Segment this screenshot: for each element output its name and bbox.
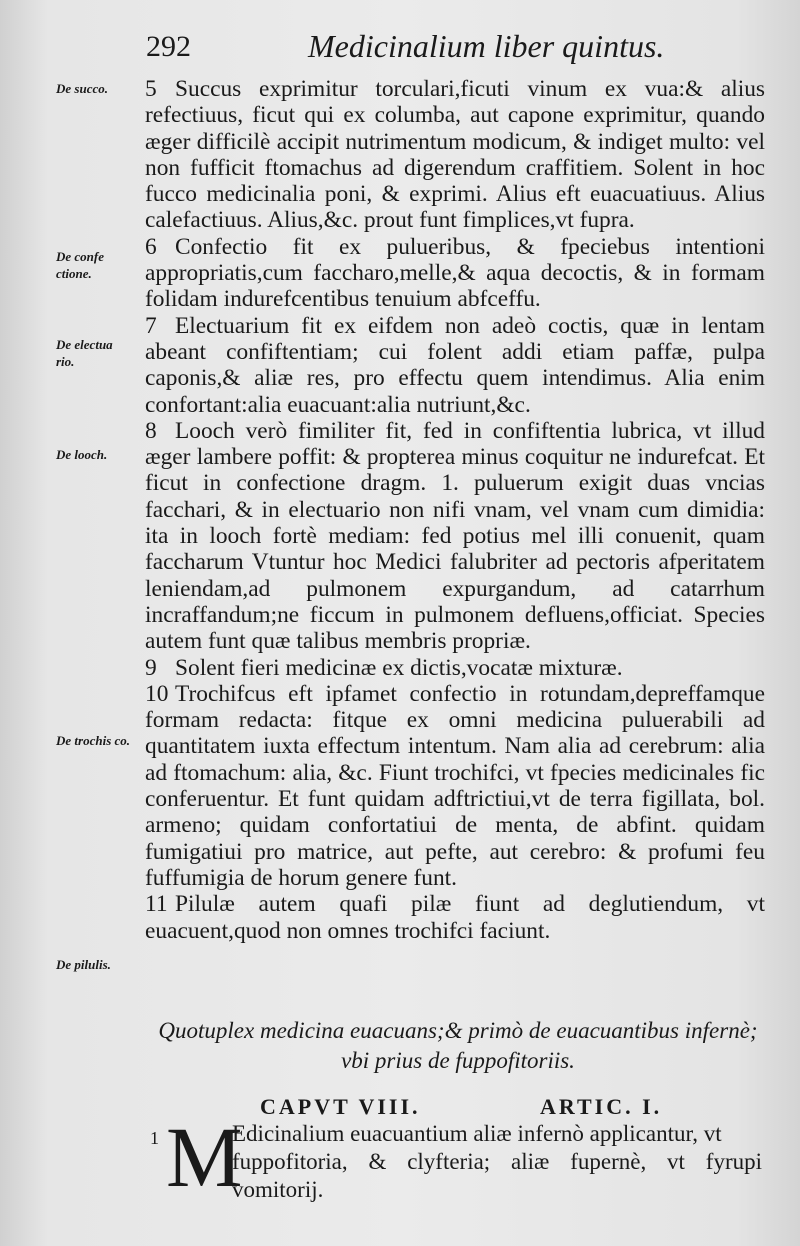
section-heading: Quotuplex medicina euacuans;& primò de euacuantibus infernè; vbi prius de fuppofitoriis. (158, 1018, 758, 1073)
paragraph-text: Confectio fit ex pulueribus, & fpeciebus intentioni appropriatis,cum faccharo,melle,& aqua decoctis, & in formam folidam indurefcentibus tenuium abfceffu. (145, 233, 765, 313)
paragraph-9 (145, 655, 765, 681)
paragraph-number: 8 (145, 417, 157, 444)
page-header (140, 24, 780, 68)
page-number: 292 (146, 30, 191, 63)
paragraph-11 (145, 891, 765, 944)
paragraph-5 (145, 76, 765, 234)
drop-cap: M (166, 1109, 243, 1205)
paragraph-text: Trochifcus eft ipfamet confectio in rotundam,depreffamque formam redacta: fitque ex omni medicina puluerabili ad quantitatem iuxta effectum intentum. Nam alia ad cerebrum: alia ad ftomachum: alia, &c. Fiunt trochifci, vt fpecies medicinales fic conferuentur. Et funt quidam adftrictiui,vt de terra figillata, bol. armeno; quidam confortatiui de menta, de abfint. quidam fumigatiui pro matrice, aut pefte, aut cerebro: & profumi feu fuffumigia de horum genere funt. (145, 680, 765, 891)
paragraph-number: 5 (145, 76, 157, 102)
paragraph-6 (145, 234, 765, 313)
chapter-articulus: ARTIC. I. (540, 1094, 663, 1119)
paragraph-7 (145, 313, 765, 418)
paragraph-10 (145, 681, 765, 891)
final-line-2: fuppofitoria, & clyfteria; aliæ fupernè, vt fyrupi vomitorij. (232, 1149, 762, 1202)
paragraph-text: Looch verò fimiliter fit, fed in confiftentia lubrica, vt illud æger lambere poffit: & propterea minus coquitur ne indurefcat. Et ficut in confectione dragm. 1. puluerum exigit duas vncias facchari, & in electuario non nifi vnam, vel vnam cum dimidia: ita in looch fortè mediam: fed potius mel illi conuenit, quam faccharum Vtuntur hoc Medici falubriter ad pectoris afperitatem leniendam,ad pulmonem expurgandum, ad catarrhum incraffandum;ne ficcum in pulmonem defluens,officiat. Species autem funt quæ talibus membris propriæ. (145, 417, 765, 655)
paragraph-text: Succus exprimitur torculari,ficuti vinum ex vua:& alius refectiuus, ficut qui ex columba, aut capone exprimitur, quando æger difficilè accipit nutrimentum modicum, & indiget multo: vel non fufficit ftomachus ad digerendum craffitiem. Solent in hoc fucco medicinalia poni, & exprimi. Alius eft euacuatiuus. Alius calefactiuus. Alius,&c. prout funt fimplices,vt fupra. (145, 76, 765, 234)
margin-note-succo: De succo. (56, 81, 108, 96)
paragraph-number: 7 (145, 312, 157, 339)
paragraph-number: 6 (145, 233, 157, 260)
final-line-1: Edicinalium euacuantium aliæ infernò applicantur, vt (232, 1121, 722, 1146)
paragraph-number: 9 (145, 654, 157, 681)
paragraph-8 (145, 418, 765, 655)
paragraph-text: Solent fieri medicinæ ex dictis,vocatæ mixturæ. (175, 654, 623, 681)
paragraph-number: 10 (145, 680, 169, 707)
body-text (145, 76, 765, 944)
paragraph-text: Electuarium fit ex eifdem non adeò coctis, quæ in lentam abeant confiftentiam; cui folent addi etiam paffæ, pulpa caponis,& aliæ res, pro effectu quem intendimus. Alia enim confortant:alia euacuant:alia nutriunt,&c. (145, 312, 765, 418)
margin-note-electuario: De electua rio. (56, 337, 113, 369)
paragraph-number: 11 (145, 891, 168, 918)
running-title: Medicinalium liber quintus. (308, 28, 665, 64)
margin-note-trochisco: De trochis co. (56, 733, 131, 748)
final-paragraph-text (232, 1120, 762, 1204)
final-paragraph (150, 1109, 765, 1205)
margin-note-pilulis: De pilulis. (56, 957, 111, 972)
margin-note-looch: De looch. (56, 447, 108, 462)
paragraph-number: 1 (150, 1128, 159, 1148)
chapter-caput: CAPVT VIII. (260, 1094, 421, 1119)
paragraph-text: Pilulæ autem quafi pilæ fiunt ad deglutiendum, vt euacuent,quod non omnes trochifci faciunt. (145, 891, 765, 944)
margin-note-confectione: De confe ctione. (56, 249, 105, 281)
